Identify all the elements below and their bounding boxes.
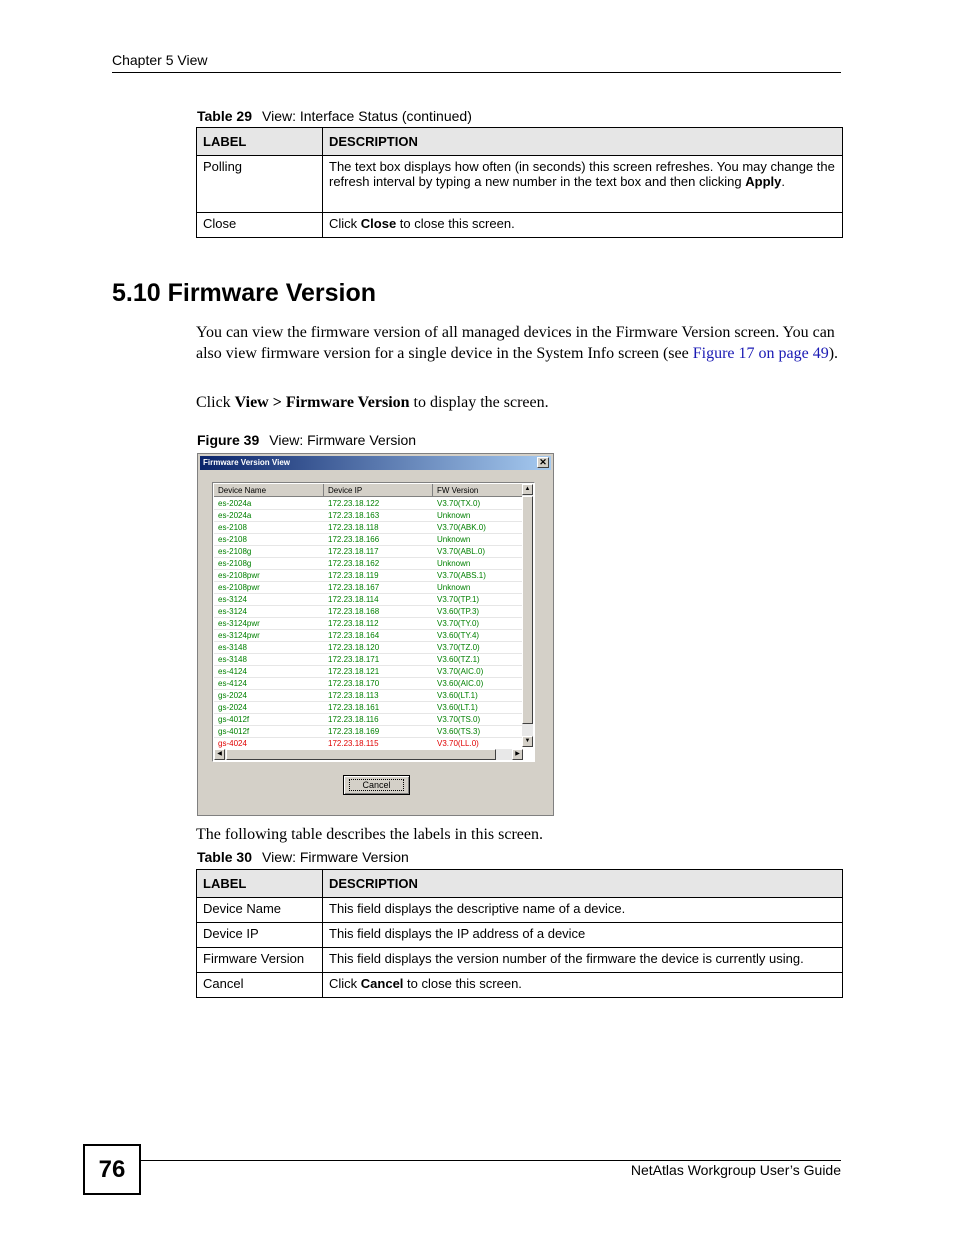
- device-name-cell: es-4124: [218, 679, 247, 688]
- list-header: [214, 484, 523, 497]
- vertical-scrollbar[interactable]: [522, 484, 533, 747]
- table30-caption-text: View: Firmware Version: [262, 849, 409, 865]
- header-rule: [112, 72, 841, 73]
- device-ip-cell: 172.23.18.120: [328, 643, 380, 652]
- row-description: This field displays the IP address of a device: [323, 923, 843, 948]
- table29-caption: [197, 108, 472, 124]
- fw-version-cell: V3.60(TP.3): [437, 607, 480, 616]
- device-name-cell: es-2108pwr: [218, 571, 260, 580]
- figure-caption-number: Figure 39: [197, 432, 260, 448]
- fw-version-cell: V3.70(TX.0): [437, 499, 481, 508]
- window-titlebar: [200, 456, 551, 470]
- figure-reference-link[interactable]: Figure 17 on page 49: [692, 344, 829, 362]
- table30-header-description: DESCRIPTION: [323, 870, 843, 898]
- device-name-cell: es-2108g: [218, 547, 252, 556]
- table-row: [197, 156, 843, 213]
- table30-caption-number: Table 30: [197, 849, 252, 865]
- list-item[interactable]: [214, 642, 523, 654]
- fw-version-cell: V3.60(AIC.0): [437, 679, 484, 688]
- cancel-button[interactable]: Cancel: [343, 775, 410, 795]
- fw-version-cell: V3.70(ABL.0): [437, 547, 486, 556]
- device-ip-cell: 172.23.18.164: [328, 631, 380, 640]
- row-label: Device IP: [197, 923, 323, 948]
- device-name-cell: es-2108: [218, 535, 247, 544]
- device-name-cell: es-3148: [218, 655, 247, 664]
- list-item[interactable]: [214, 726, 523, 738]
- close-icon[interactable]: ✕: [537, 457, 549, 468]
- device-name-cell: es-4124: [218, 667, 247, 676]
- list-item[interactable]: [214, 618, 523, 630]
- list-item[interactable]: [214, 714, 523, 726]
- device-ip-cell: 172.23.18.119: [328, 571, 379, 580]
- device-ip-cell: 172.23.18.171: [328, 655, 380, 664]
- column-header-device-ip[interactable]: Device IP: [324, 484, 433, 497]
- table-intro-paragraph: The following table describes the labels in this screen.: [196, 826, 544, 843]
- instruction-paragraph: Click View > Firmware Version to display the screen.: [196, 394, 549, 411]
- device-ip-cell: 172.23.18.121: [328, 667, 380, 676]
- list-rows: [214, 498, 523, 750]
- device-list[interactable]: [212, 482, 535, 762]
- device-ip-cell: 172.23.18.168: [328, 607, 380, 616]
- device-ip-cell: 172.23.18.114: [328, 595, 379, 604]
- row-label: Polling: [197, 156, 323, 213]
- table-row: [197, 898, 843, 923]
- scroll-up-icon[interactable]: ▲: [522, 484, 533, 495]
- device-name-cell: gs-2024: [218, 703, 247, 712]
- fw-version-cell: V3.60(TY.4): [437, 631, 480, 640]
- list-item[interactable]: [214, 570, 523, 582]
- row-description: Click Close to close this screen.: [323, 213, 843, 238]
- list-item[interactable]: [214, 690, 523, 702]
- row-description: The text box displays how often (in seconds) this screen refreshes. You may change the refresh interval by typing a new number in the text box and then clicking Apply.: [323, 156, 843, 213]
- row-label: Device Name: [197, 898, 323, 923]
- device-name-cell: es-3148: [218, 643, 247, 652]
- fw-version-cell: V3.60(TS.3): [437, 727, 481, 736]
- list-item[interactable]: [214, 678, 523, 690]
- list-item[interactable]: [214, 546, 523, 558]
- table-row: [197, 923, 843, 948]
- table30-header-label: LABEL: [197, 870, 323, 898]
- column-header-fw-version[interactable]: FW Version: [433, 484, 523, 497]
- list-item[interactable]: [214, 510, 523, 522]
- list-item[interactable]: [214, 702, 523, 714]
- device-ip-cell: 172.23.18.162: [328, 559, 380, 568]
- device-ip-cell: 172.23.18.163: [328, 511, 380, 520]
- device-name-cell: es-2024a: [218, 511, 252, 520]
- fw-version-cell: V3.70(TP.1): [437, 595, 480, 604]
- device-ip-cell: 172.23.18.112: [328, 619, 379, 628]
- table-row: [197, 213, 843, 238]
- device-name-cell: es-3124pwr: [218, 631, 260, 640]
- fw-version-cell: V3.70(TZ.0): [437, 643, 480, 652]
- device-name-cell: es-3124pwr: [218, 619, 260, 628]
- device-name-cell: es-3124: [218, 595, 247, 604]
- row-description: This field displays the descriptive name of a device.: [323, 898, 843, 923]
- guide-title: NetAtlas Workgroup User’s Guide: [630, 1162, 841, 1178]
- fw-version-cell: Unknown: [437, 535, 471, 544]
- fw-version-cell: V3.70(ABS.1): [437, 571, 486, 580]
- fw-version-cell: Unknown: [437, 559, 471, 568]
- device-ip-cell: 172.23.18.169: [328, 727, 380, 736]
- fw-version-cell: Unknown: [437, 511, 471, 520]
- vertical-scroll-thumb[interactable]: [522, 496, 533, 724]
- device-ip-cell: 172.23.18.113: [328, 691, 379, 700]
- figure-caption: [197, 432, 416, 448]
- fw-version-cell: V3.60(TZ.1): [437, 655, 480, 664]
- window-title: Firmware Version View: [203, 458, 291, 467]
- list-item[interactable]: [214, 558, 523, 570]
- list-item[interactable]: [214, 534, 523, 546]
- table29-header-description: DESCRIPTION: [323, 128, 843, 156]
- intro-paragraph: You can view the firmware version of all managed devices in the Firmware Version screen. You can also view firmware version for a single device in the System Info screen (see Figure 17 on page 49).: [196, 324, 839, 362]
- list-item[interactable]: [214, 522, 523, 534]
- table30-caption: [197, 849, 409, 865]
- figure-caption-text: View: Firmware Version: [269, 432, 417, 448]
- device-ip-cell: 172.23.18.117: [328, 547, 379, 556]
- device-name-cell: es-2108pwr: [218, 583, 260, 592]
- firmware-version-window: [197, 453, 554, 816]
- scroll-right-icon[interactable]: ▶: [512, 749, 523, 760]
- fw-version-cell: V3.70(TY.0): [437, 619, 480, 628]
- device-ip-cell: 172.23.18.116: [328, 715, 379, 724]
- fw-version-cell: V3.60(LT.1): [437, 691, 478, 700]
- scroll-down-icon[interactable]: ▼: [522, 736, 533, 747]
- column-header-device-name[interactable]: Device Name: [214, 484, 324, 497]
- list-item[interactable]: [214, 654, 523, 666]
- page-number: 76: [83, 1144, 141, 1195]
- fw-version-cell: V3.70(LL.0): [437, 739, 479, 748]
- footer-rule: [141, 1160, 841, 1161]
- table29-header-label: LABEL: [197, 128, 323, 156]
- list-item[interactable]: [214, 498, 523, 510]
- device-name-cell: es-2108: [218, 523, 247, 532]
- fw-version-cell: V3.70(AIC.0): [437, 667, 484, 676]
- table29-caption-text: View: Interface Status (continued): [262, 108, 472, 124]
- device-ip-cell: 172.23.18.170: [328, 679, 380, 688]
- table-row: [197, 948, 843, 973]
- device-name-cell: es-2024a: [218, 499, 252, 508]
- table29-caption-number: Table 29: [197, 108, 252, 124]
- device-name-cell: gs-4012f: [218, 715, 250, 724]
- device-ip-cell: 172.23.18.115: [328, 739, 379, 748]
- row-description: This field displays the version number of the firmware the device is currently using.: [323, 948, 843, 973]
- device-ip-cell: 172.23.18.167: [328, 583, 380, 592]
- fw-version-cell: V3.70(TS.0): [437, 715, 481, 724]
- device-ip-cell: 172.23.18.166: [328, 535, 380, 544]
- device-name-cell: gs-4012f: [218, 727, 250, 736]
- device-ip-cell: 172.23.18.122: [328, 499, 380, 508]
- list-item[interactable]: [214, 630, 523, 642]
- list-item[interactable]: [214, 606, 523, 618]
- device-name-cell: gs-4024: [218, 739, 247, 748]
- row-label: Cancel: [197, 973, 323, 998]
- device-name-cell: gs-2024: [218, 691, 247, 700]
- horizontal-scroll-thumb[interactable]: [226, 749, 496, 760]
- table30: [196, 869, 843, 998]
- table29: [196, 127, 843, 238]
- list-item[interactable]: [214, 582, 523, 594]
- fw-version-cell: V3.70(ABK.0): [437, 523, 486, 532]
- device-name-cell: es-2108g: [218, 559, 252, 568]
- section-title: 5.10 Firmware Version: [112, 279, 377, 307]
- device-ip-cell: 172.23.18.118: [328, 523, 379, 532]
- device-ip-cell: 172.23.18.161: [328, 703, 380, 712]
- list-item[interactable]: [214, 594, 523, 606]
- horizontal-scrollbar[interactable]: [214, 749, 523, 760]
- fw-version-cell: Unknown: [437, 583, 471, 592]
- row-label: Firmware Version: [197, 948, 323, 973]
- table-row: [197, 973, 843, 998]
- row-label: Close: [197, 213, 323, 238]
- scroll-left-icon[interactable]: ◀: [214, 749, 225, 760]
- device-name-cell: es-3124: [218, 607, 247, 616]
- list-item[interactable]: [214, 666, 523, 678]
- fw-version-cell: V3.60(LT.1): [437, 703, 478, 712]
- chapter-header: Chapter 5 View: [112, 52, 208, 68]
- row-description: Click Cancel to close this screen.: [323, 973, 843, 998]
